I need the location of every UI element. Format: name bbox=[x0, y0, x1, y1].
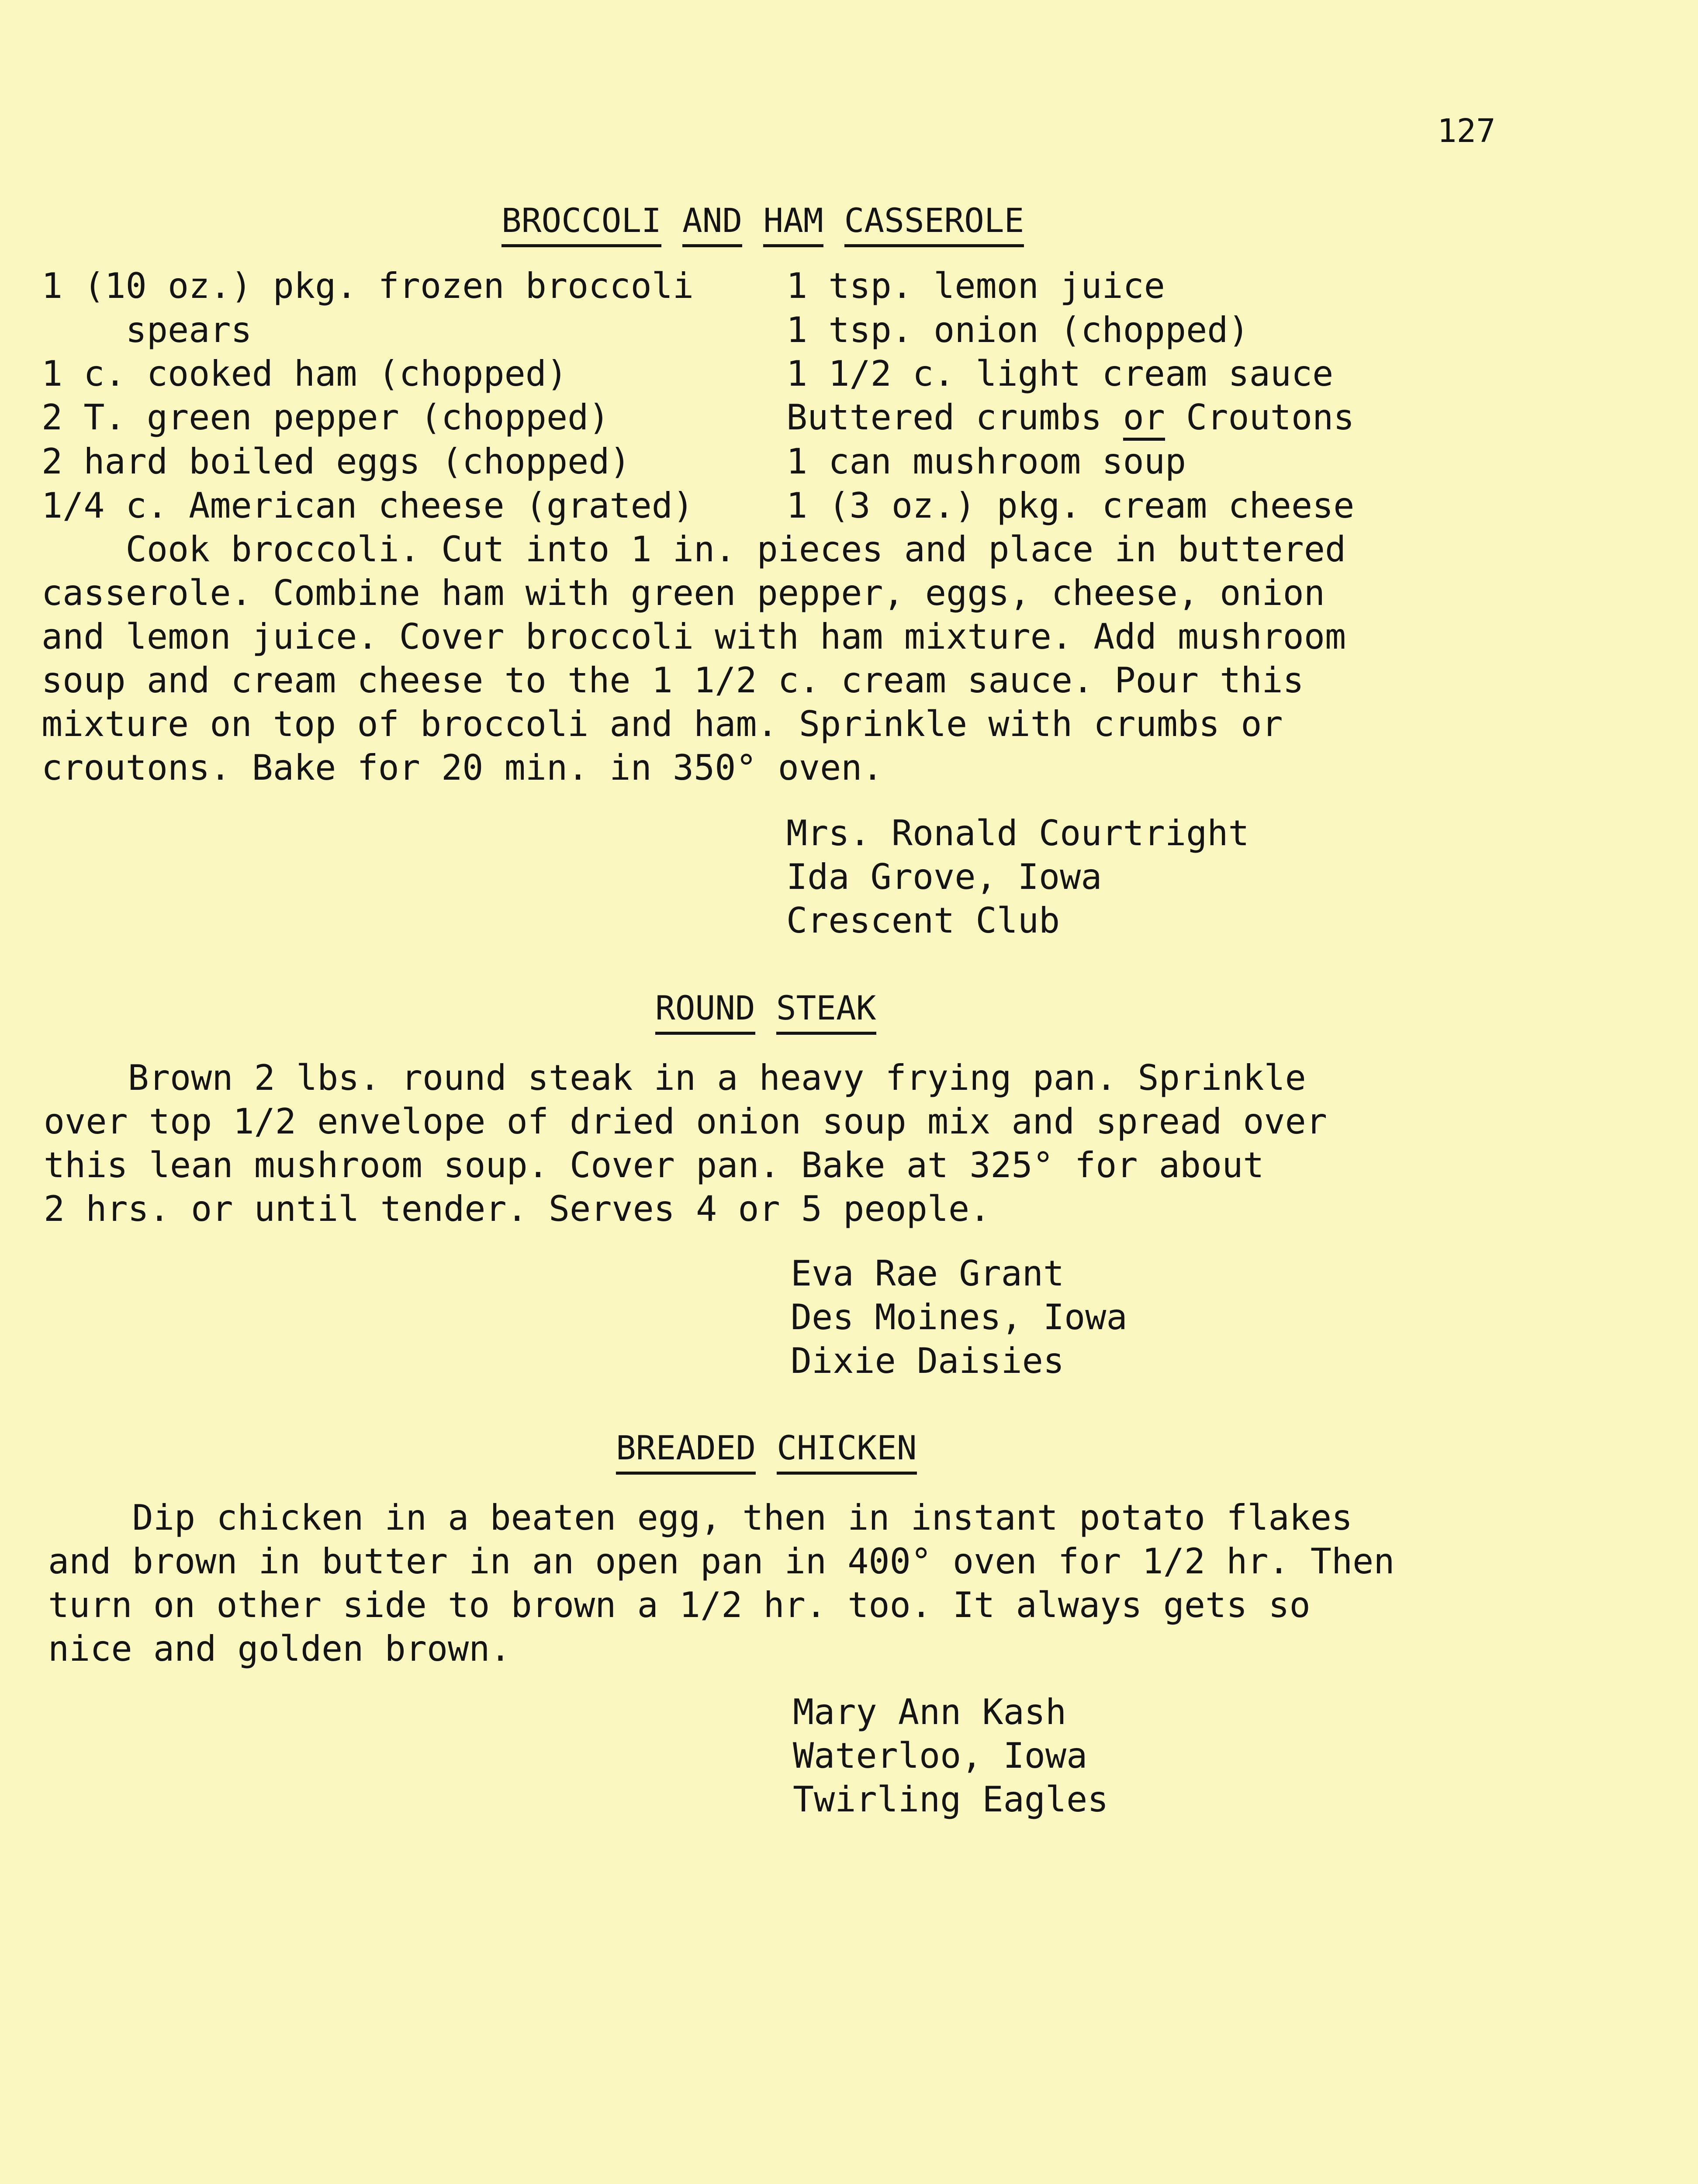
contributor-city: Ida Grove, Iowa bbox=[786, 857, 1102, 897]
contributor-name: Mary Ann Kash bbox=[793, 1692, 1067, 1732]
contributor-name: Mrs. Ronald Courtright bbox=[786, 813, 1249, 854]
direction-line: and lemon juice. Cover broccoli with ham mixture. Add mushroom bbox=[41, 616, 1346, 657]
ingredient-line: 1 1/2 c. light cream sauce bbox=[786, 353, 1334, 394]
direction-line: Brown 2 lbs. round steak in a heavy frying pan. Sprinkle bbox=[44, 1057, 1306, 1098]
direction-line: soup and cream cheese to the 1 1/2 c. cream sauce. Pour this bbox=[41, 660, 1304, 701]
contributor-name: Eva Rae Grant bbox=[791, 1253, 1065, 1294]
recipe-title-broccoli-ham-casserole: BROCCOLI AND HAM CASSEROLE bbox=[501, 199, 1024, 247]
contributor-city: Waterloo, Iowa bbox=[793, 1735, 1088, 1776]
recipe-title-breaded-chicken: BREADED CHICKEN bbox=[616, 1426, 917, 1475]
ingredient-line: 1 tsp. onion (chopped) bbox=[786, 310, 1249, 350]
direction-line: nice and golden brown. bbox=[48, 1628, 511, 1669]
contributor-club: Crescent Club bbox=[786, 900, 1060, 941]
ingredient-line: 1 can mushroom soup bbox=[786, 441, 1186, 482]
ingredient-line: 1 (3 oz.) pkg. cream cheese bbox=[786, 485, 1355, 526]
recipe-title-round-steak: ROUND STEAK bbox=[655, 986, 876, 1035]
direction-line: Dip chicken in a beaten egg, then in instant potato flakes bbox=[48, 1497, 1353, 1538]
direction-line: mixture on top of broccoli and ham. Sprinkle with crumbs or bbox=[41, 704, 1283, 744]
ingredient-line: 1 tsp. lemon juice bbox=[786, 266, 1165, 306]
ingredient-line: 1/4 c. American cheese (grated) bbox=[41, 485, 694, 526]
ingredient-line-crumbs-or-croutons: Buttered crumbs or Croutons bbox=[786, 396, 1354, 439]
ingredient-line: 2 hard boiled eggs (chopped) bbox=[41, 441, 631, 482]
direction-line: and brown in butter in an open pan in 400° oven for 1/2 hr. Then bbox=[48, 1541, 1395, 1582]
direction-line: turn on other side to brown a 1/2 hr. too. It always gets so bbox=[48, 1585, 1311, 1625]
page-number: 127 bbox=[1437, 112, 1496, 150]
direction-line: Cook broccoli. Cut into 1 in. pieces and place in buttered bbox=[41, 529, 1346, 570]
ingredient-line: 1 (10 oz.) pkg. frozen broccoli bbox=[41, 266, 694, 306]
direction-line: casserole. Combine ham with green pepper, eggs, cheese, onion bbox=[41, 573, 1325, 613]
direction-line: 2 hrs. or until tender. Serves 4 or 5 people. bbox=[44, 1189, 991, 1229]
contributor-club: Dixie Daisies bbox=[791, 1341, 1065, 1381]
direction-line: this lean mushroom soup. Cover pan. Bake at 325° for about bbox=[44, 1145, 1264, 1185]
contributor-city: Des Moines, Iowa bbox=[791, 1297, 1127, 1337]
contributor-club: Twirling Eagles bbox=[793, 1779, 1109, 1820]
underlined-or: or bbox=[1123, 397, 1165, 441]
direction-line: over top 1/2 envelope of dried onion soup mix and spread over bbox=[44, 1101, 1328, 1142]
ingredient-line: 1 c. cooked ham (chopped) bbox=[41, 353, 568, 394]
ingredient-line: spears bbox=[41, 310, 252, 350]
ingredient-line: 2 T. green pepper (chopped) bbox=[41, 397, 610, 438]
direction-line: croutons. Bake for 20 min. in 350° oven. bbox=[41, 747, 883, 788]
